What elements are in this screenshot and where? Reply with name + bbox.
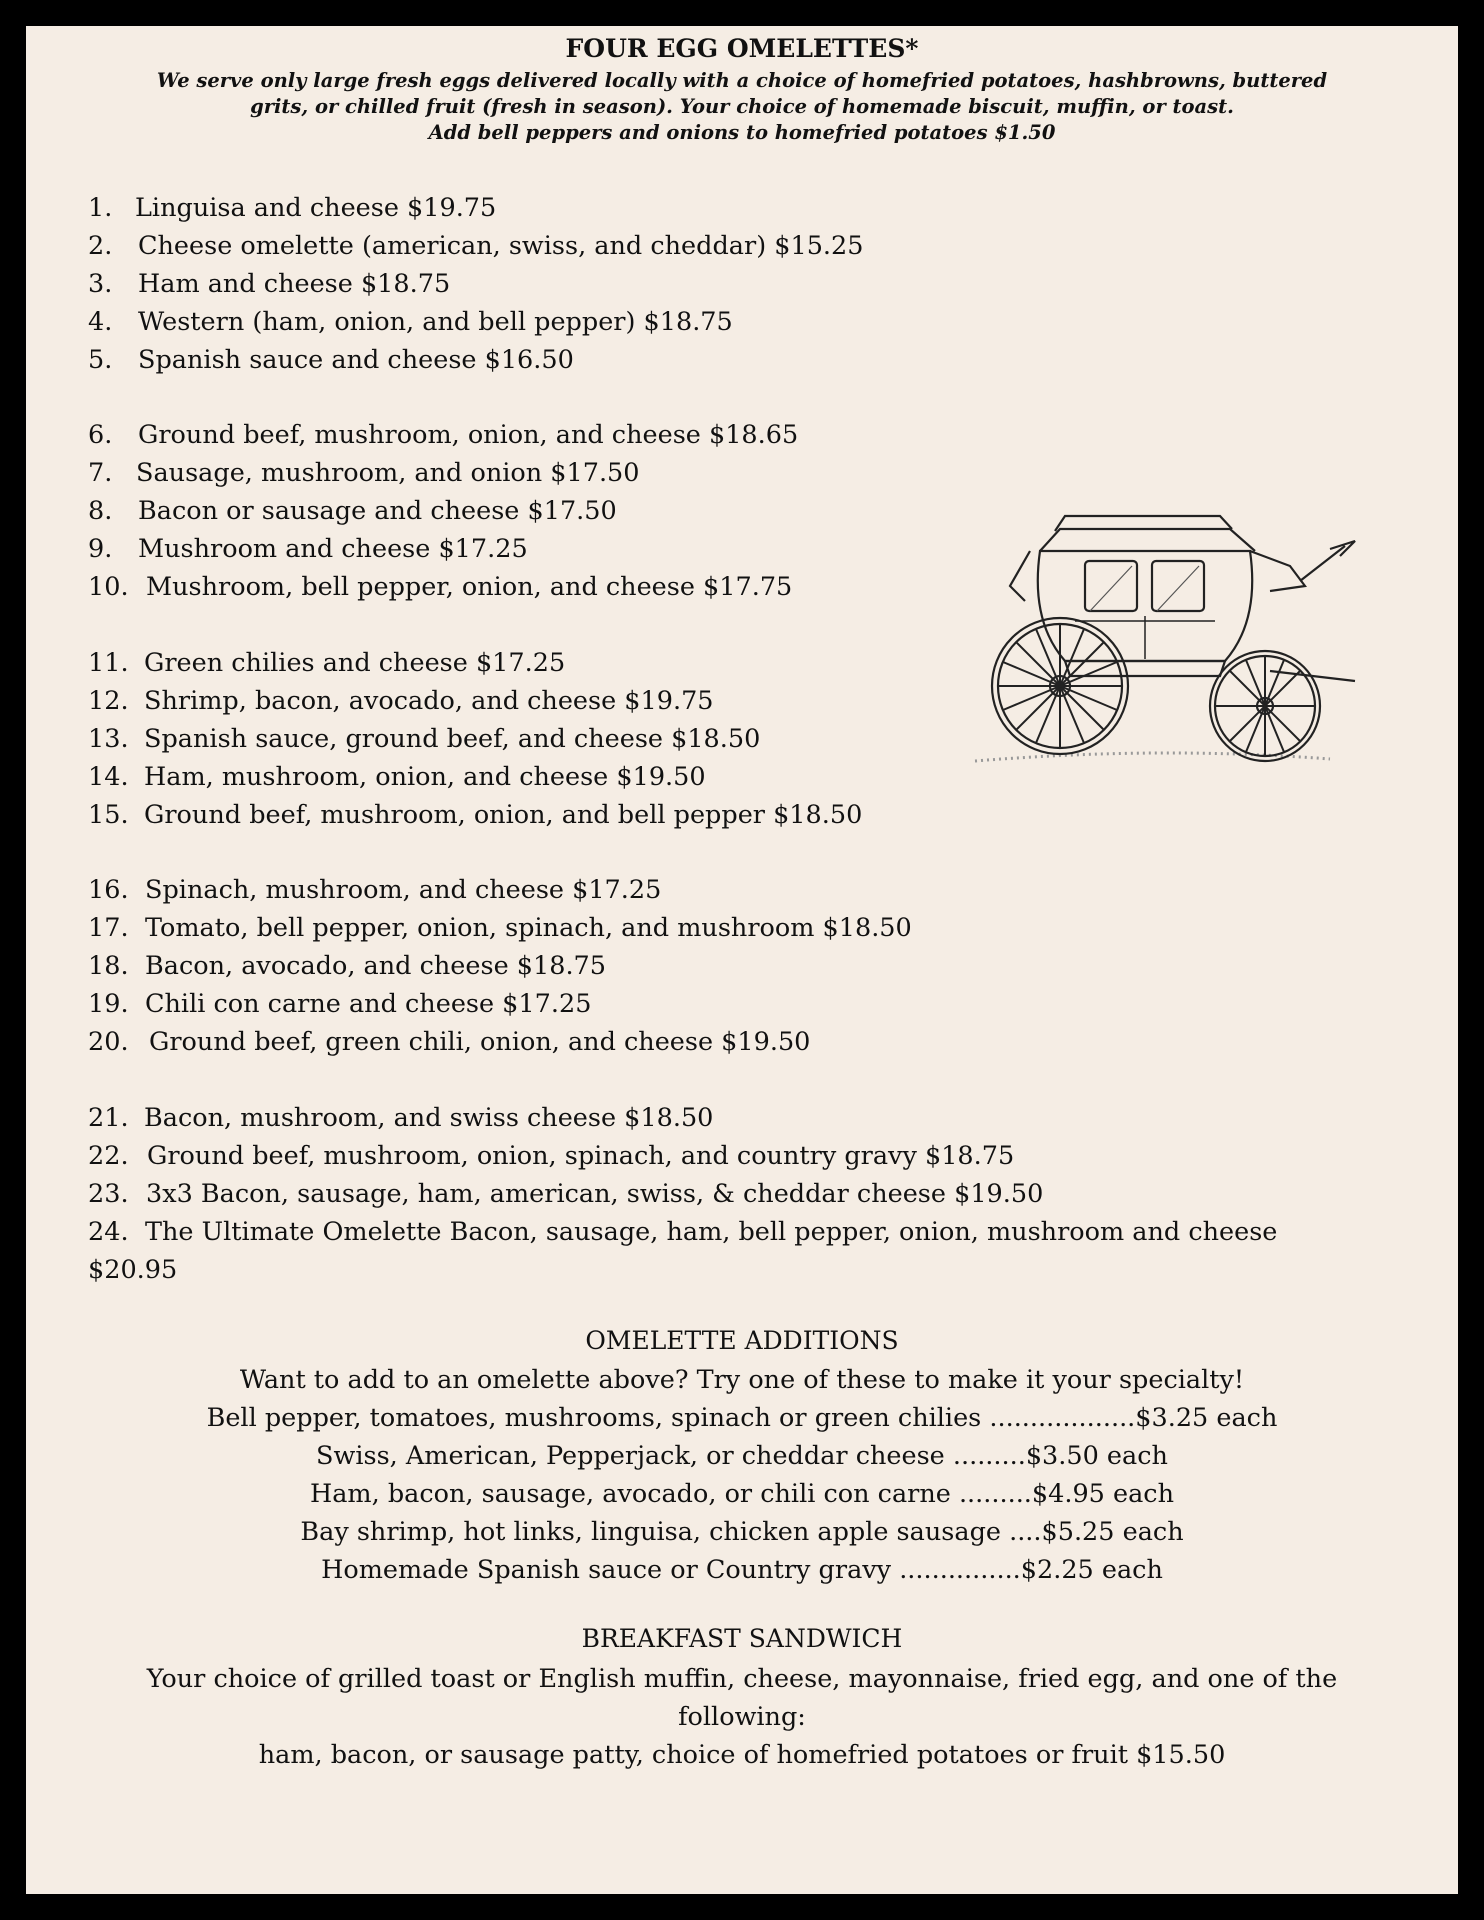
intro-line-2: grits, or chilled fruit (fresh in season). Your choice of homemade biscuit, muffin, or toast. <box>250 95 1234 118</box>
addition-line: Bell pepper, tomatoes, mushrooms, spinach or green chilies ..................$3.25 each <box>206 1403 1278 1433</box>
menu-item: 6. Ground beef, mushroom, onion, and cheese $18.65 <box>88 420 799 450</box>
menu-item: 16. Spinach, mushroom, and cheese $17.25 <box>88 875 662 905</box>
menu-item: 24. The Ultimate Omelette Bacon, sausage, ham, bell pepper, onion, mushroom and cheese <box>88 1217 1278 1247</box>
sandwich-title: BREAKFAST SANDWICH <box>581 1624 903 1653</box>
addition-line: Swiss, American, Pepperjack, or cheddar cheese .........$3.50 each <box>316 1441 1168 1471</box>
menu-item: 2. Cheese omelette (american, swiss, and cheddar) $15.25 <box>88 231 864 261</box>
sandwich-description: Your choice of grilled toast or English muffin, cheese, mayonnaise, fried egg, and one of the following: <box>146 1664 1338 1732</box>
menu-item: 13. Spanish sauce, ground beef, and cheese $18.50 <box>88 724 761 754</box>
menu-item: 22. Ground beef, mushroom, onion, spinach, and country gravy $18.75 <box>88 1141 1015 1171</box>
menu-item: 1. Linguisa and cheese $19.75 <box>88 193 497 223</box>
intro-line-1: We serve only large fresh eggs delivered locally with a choice of homefried potatoes, hashbrowns, buttered <box>156 69 1328 92</box>
menu-item: 3. Ham and cheese $18.75 <box>88 269 451 299</box>
menu-item: 21. Bacon, mushroom, and swiss cheese $18.50 <box>88 1103 714 1133</box>
addition-line: Ham, bacon, sausage, avocado, or chili con carne .........$4.95 each <box>309 1479 1175 1509</box>
menu-item: 12. Shrimp, bacon, avocado, and cheese $19.75 <box>88 686 714 716</box>
menu-item: 8. Bacon or sausage and cheese $17.50 <box>88 496 617 526</box>
addition-line: Homemade Spanish sauce or Country gravy ...............$2.25 each <box>321 1555 1163 1585</box>
additions-subtitle: Want to add to an omelette above? Try one of these to make it your specialty! <box>239 1365 1245 1395</box>
menu-item: 7. Sausage, mushroom, and onion $17.50 <box>88 458 640 488</box>
intro-line-3: Add bell peppers and onions to homefried potatoes $1.50 <box>428 121 1056 144</box>
menu-item: 18. Bacon, avocado, and cheese $18.75 <box>88 951 606 981</box>
omelettes-title: FOUR EGG OMELETTES* <box>565 34 919 63</box>
sandwich-options: ham, bacon, or sausage patty, choice of homefried potatoes or fruit $15.50 <box>258 1740 1226 1770</box>
menu-item: 15. Ground beef, mushroom, onion, and bell pepper $18.50 <box>88 800 863 830</box>
menu-item: 19. Chili con carne and cheese $17.25 <box>88 989 592 1019</box>
menu-item: 17. Tomato, bell pepper, onion, spinach, and mushroom $18.50 <box>88 913 912 943</box>
menu-item: 4. Western (ham, onion, and bell pepper) $18.75 <box>88 307 733 337</box>
addition-line: Bay shrimp, hot links, linguisa, chicken apple sausage ....$5.25 each <box>300 1517 1184 1547</box>
menu-page <box>26 26 1458 1894</box>
menu-item: 11. Green chilies and cheese $17.25 <box>88 648 566 678</box>
menu-item: 14. Ham, mushroom, onion, and cheese $19.50 <box>88 762 706 792</box>
menu-item: 5. Spanish sauce and cheese $16.50 <box>88 345 574 375</box>
menu-item-continuation: $20.95 <box>88 1255 178 1285</box>
omelettes-intro <box>126 68 1358 146</box>
menu-item: 20. Ground beef, green chili, onion, and cheese $19.50 <box>88 1027 811 1057</box>
menu-item: 9. Mushroom and cheese $17.25 <box>88 534 528 564</box>
menu-item: 10. Mushroom, bell pepper, onion, and cheese $17.75 <box>88 572 793 602</box>
additions-title: OMELETTE ADDITIONS <box>585 1326 899 1355</box>
menu-item: 23. 3x3 Bacon, sausage, ham, american, swiss, & cheddar cheese $19.50 <box>88 1179 1044 1209</box>
stagecoach-illustration <box>970 491 1360 781</box>
